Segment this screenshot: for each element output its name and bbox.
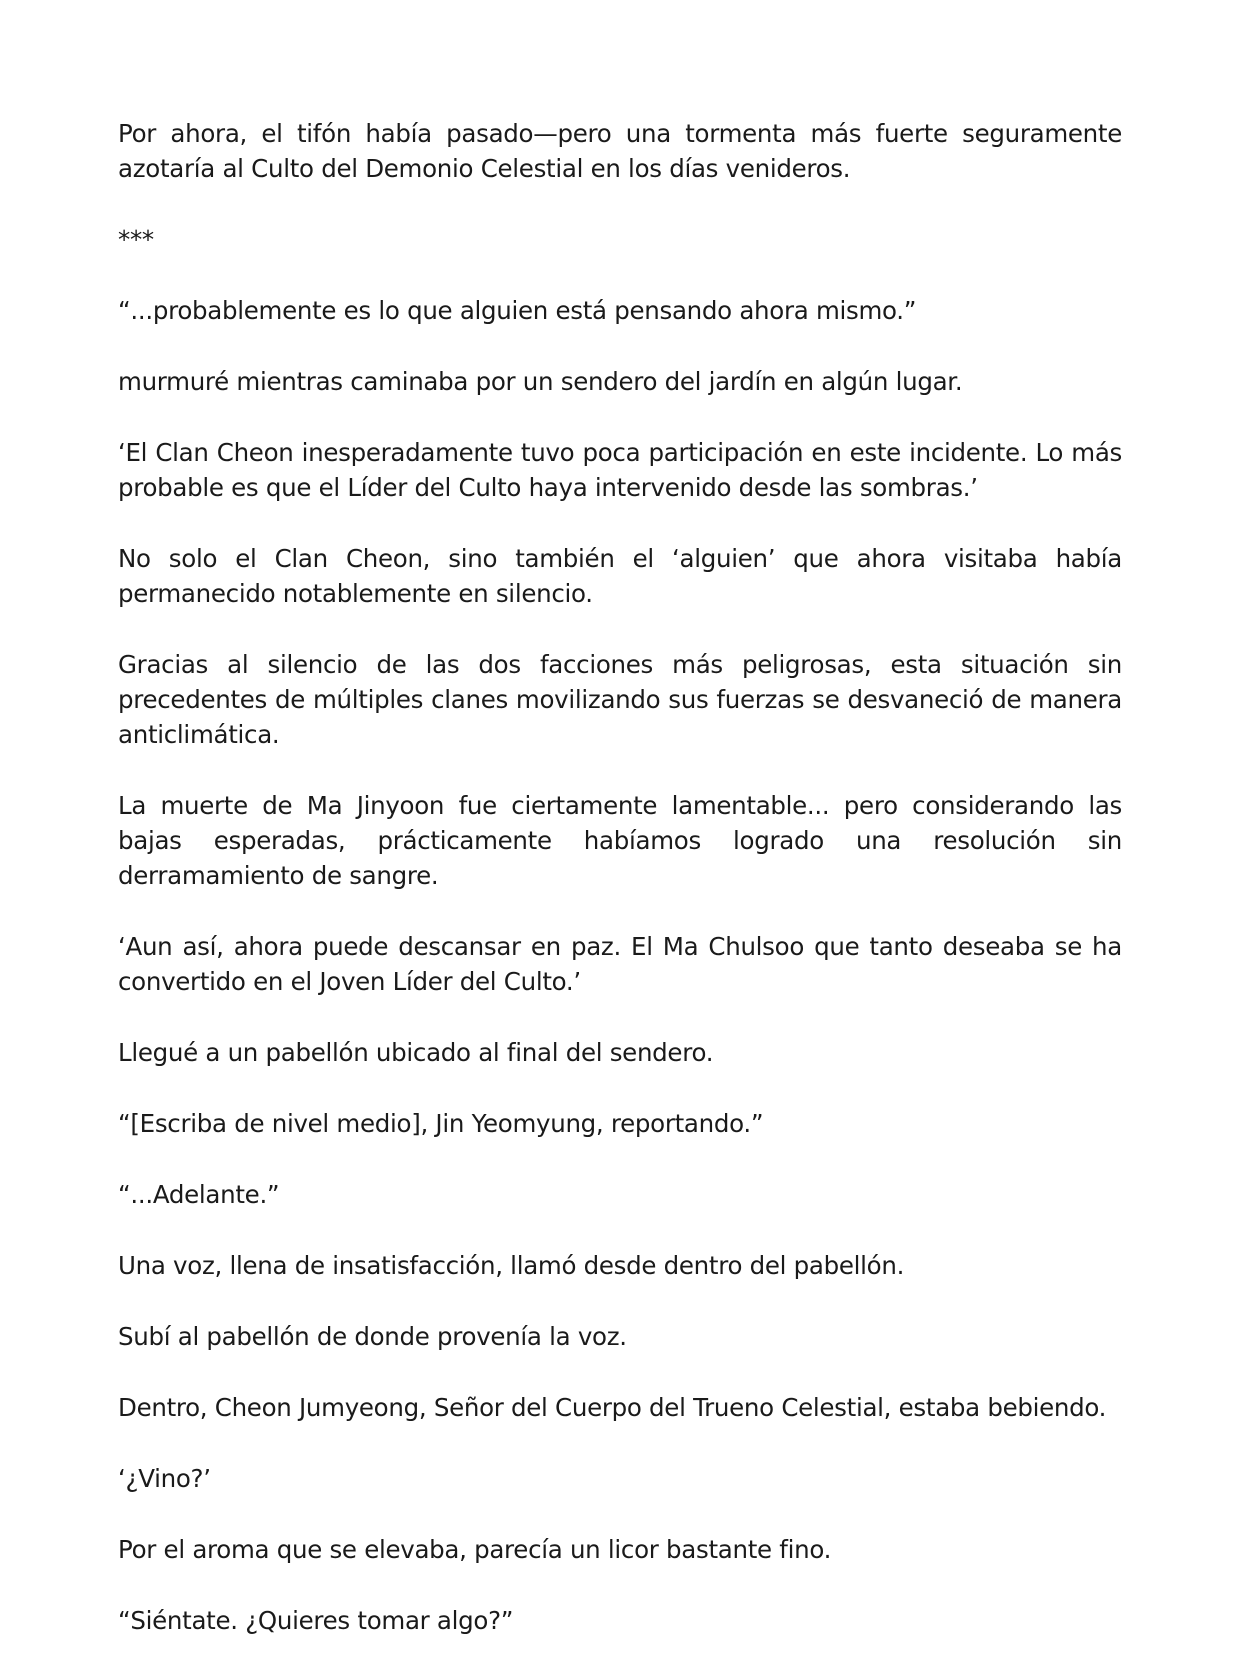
paragraph: murmuré mientras caminaba por un sendero del jardín en algún lugar. (118, 367, 963, 396)
paragraph: La muerte de Ma Jinyoon fue ciertamente lamentable... pero considerando las bajas esperadas, prácticamente habíamos logrado una resolución sin derramamiento de sangre. (118, 791, 1122, 890)
paragraph: “[Escriba de nivel medio], Jin Yeomyung, reportando.” (118, 1109, 764, 1138)
paragraph: Por ahora, el tifón había pasado—pero una tormenta más fuerte seguramente azotaría al Culto del Demonio Celestial en los días venideros. (118, 119, 1122, 183)
paragraph: Subí al pabellón de donde provenía la voz. (118, 1322, 627, 1351)
paragraph: Una voz, llena de insatisfacción, llamó desde dentro del pabellón. (118, 1251, 905, 1280)
paragraph: ‘¿Vino?’ (118, 1464, 211, 1493)
scene-break: *** (118, 225, 154, 254)
paragraph: Por el aroma que se elevaba, parecía un licor bastante fino. (118, 1535, 832, 1564)
paragraph: “...Adelante.” (118, 1180, 280, 1209)
paragraph: Llegué a un pabellón ubicado al final del sendero. (118, 1038, 714, 1067)
paragraph: “Siéntate. ¿Quieres tomar algo?” (118, 1606, 514, 1635)
paragraph: No solo el Clan Cheon, sino también el ‘alguien’ que ahora visitaba había permanecido notablemente en silencio. (118, 544, 1122, 608)
paragraph: ‘El Clan Cheon inesperadamente tuvo poca participación en este incidente. Lo más probable es que el Líder del Culto haya intervenido desde las sombras.’ (118, 438, 1122, 502)
paragraph: “...probablemente es lo que alguien está pensando ahora mismo.” (118, 296, 917, 325)
paragraph: ‘Aun así, ahora puede descansar en paz. El Ma Chulsoo que tanto deseaba se ha convertido en el Joven Líder del Culto.’ (118, 932, 1122, 996)
body-text (118, 116, 1122, 1674)
paragraph: Dentro, Cheon Jumyeong, Señor del Cuerpo del Trueno Celestial, estaba bebiendo. (118, 1393, 1107, 1422)
paragraph: Gracias al silencio de las dos facciones más peligrosas, esta situación sin precedentes de múltiples clanes movilizando sus fuerzas se desvaneció de manera anticlimática. (118, 650, 1122, 749)
